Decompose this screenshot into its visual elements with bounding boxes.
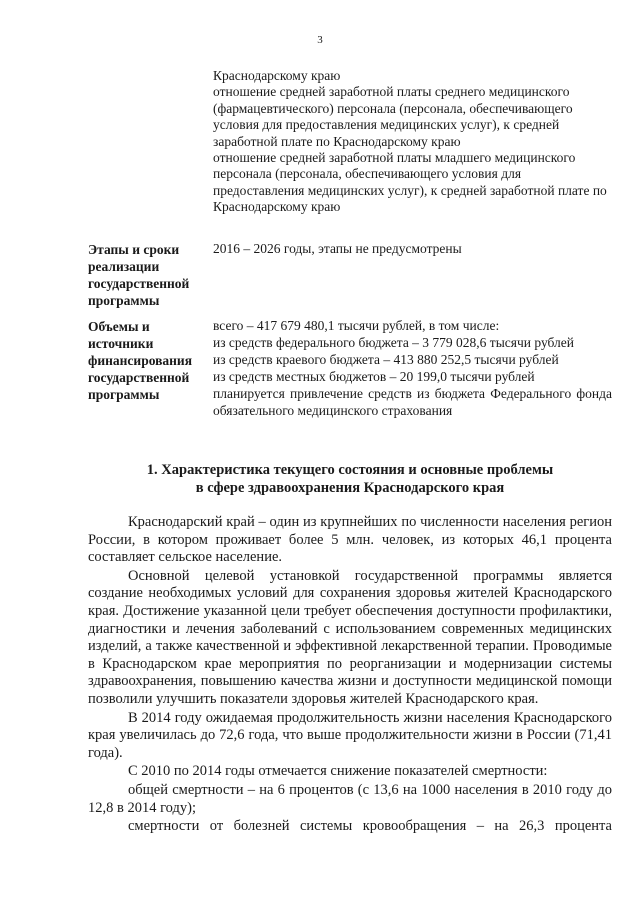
page-number: 3	[317, 34, 323, 46]
paragraph: Краснодарский край – один из крупнейших по численности населения регион России, в котором проживает более 5 млн. человек, из которых 46,1 процента составляет сельское население.	[88, 514, 612, 566]
paragraph: смертности от болезней системы кровообращения – на 26,3 процента	[128, 818, 612, 835]
indicator-text: отношение средней заработной платы младшего медицинского персонала (персонала, обеспечивающего условия для предоставления медицинских услуг), к средней заработной плате по Краснодарскому краю	[213, 150, 607, 215]
funding-label: Объемы и источники финансирования государственной программы	[88, 319, 193, 402]
indicator-text: отношение средней заработной платы среднего медицинского (фармацевтического) персонала (персонала, обеспечивающего условия для предоставления медицинских услуг), к средней заработной плате по Краснодарскому краю	[213, 84, 573, 149]
funding-line: всего – 417 679 480,1 тысячи рублей, в том числе:	[213, 318, 500, 333]
section-heading	[88, 461, 612, 497]
paragraph: В 2014 году ожидаемая продолжительность жизни населения Краснодарского края увеличилась до 72,6 года, что выше продолжительности жизни в России (71,41 года).	[88, 709, 612, 761]
section-heading-line: в сфере здравоохранения Краснодарского края	[195, 480, 505, 496]
funding-line: планируется привлечение средств из бюджета Федерального фонда обязательного медицинского страхования	[213, 385, 612, 418]
funding-line: из средств краевого бюджета – 413 880 252,5 тысячи рублей	[213, 351, 559, 367]
funding-line: из средств федерального бюджета – 3 779 028,6 тысячи рублей	[213, 334, 574, 350]
stages-value	[209, 241, 612, 309]
funding-line: из средств местных бюджетов – 20 199,0 тысячи рублей	[213, 368, 535, 384]
section-body	[88, 514, 612, 836]
stages-text: 2016 – 2026 годы, этапы не предусмотрены	[213, 241, 462, 256]
funding-value	[209, 318, 612, 419]
paragraph: Основной целевой установкой государственной программы является создание необходимых условий для сохранения здоровья жителей Краснодарского края. Достижение указанной цели требует обеспечения доступности профилактики, диагностики и лечения заболеваний с использованием современных медицинских изделий, а также качественной и эффективной лекарственной терапии. Проводимые в Краснодарском крае мероприятия по реорганизации и модернизации системы здравоохранения, повышению качества жизни и доступности медицинской помощи позволили улучшить показатели здоровья жителей Краснодарского края.	[88, 567, 612, 707]
indicators-continuation	[213, 68, 609, 216]
stages-label: Этапы и сроки реализации государственной программы	[88, 242, 190, 308]
passport-row-stages	[88, 241, 612, 309]
passport-row-funding	[88, 318, 612, 419]
paragraph: общей смертности – на 6 процентов (с 13,6 на 1000 населения в 2010 году до 12,8 в 2014 году);	[88, 781, 612, 816]
section-heading-line: 1. Характеристика текущего состояния и основные проблемы	[146, 462, 554, 478]
indicator-text: Краснодарскому краю	[213, 68, 341, 83]
paragraph: С 2010 по 2014 годы отмечается снижение показателей смертности:	[128, 763, 548, 780]
